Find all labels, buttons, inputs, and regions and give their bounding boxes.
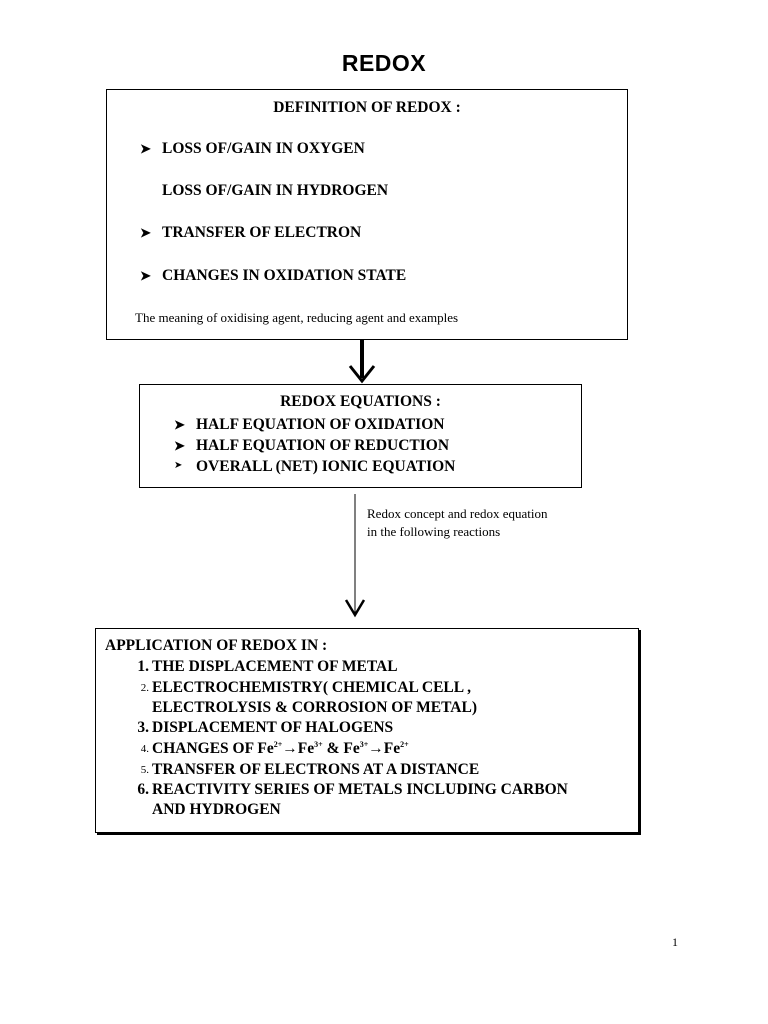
definition-item: LOSS OF/GAIN IN HYDROGEN (162, 182, 389, 199)
page-number: 1 (672, 935, 678, 949)
application-box (95, 628, 639, 833)
application-item: AND HYDROGEN (152, 801, 281, 818)
iron-prefix: CHANGES OF (152, 740, 258, 758)
connector-note-line: Redox concept and redox equation (367, 506, 548, 521)
arrowhead-bullet-icon: ➤ (140, 141, 151, 156)
iron-symbol: Fe (257, 740, 274, 758)
application-item: THE DISPLACEMENT OF METAL (152, 658, 398, 675)
arrowhead-bullet-icon: ➤ (140, 225, 151, 240)
definition-heading: DEFINITION OF REDOX : (273, 99, 461, 116)
definition-item: TRANSFER OF ELECTRON (162, 224, 362, 241)
arrowhead-bullet-icon: ➤ (174, 417, 185, 432)
right-arrow-icon: → (368, 740, 384, 758)
definition-note: The meaning of oxidising agent, reducing agent and examples (135, 310, 459, 325)
application-item: ELECTROLYSIS & CORROSION OF METAL) (152, 699, 477, 716)
definition-box (106, 89, 628, 340)
list-number: 2. (140, 682, 149, 694)
equation-item: OVERALL (NET) IONIC EQUATION (196, 458, 456, 475)
iron-charge: 3+ (314, 740, 323, 749)
right-arrow-icon: → (282, 740, 298, 758)
application-item: ELECTROCHEMISTRY( CHEMICAL CELL , (152, 679, 471, 696)
iron-charge: 2+ (400, 740, 409, 749)
ampersand: & (322, 740, 344, 758)
list-number: 5. (140, 764, 149, 776)
arrowhead-bullet-icon: ➤ (140, 268, 151, 283)
connector-note-line: in the following reactions (367, 524, 501, 539)
application-item-iron-ions (152, 740, 409, 758)
list-number: 4. (140, 743, 149, 755)
definition-item: LOSS OF/GAIN IN OXYGEN (162, 140, 365, 157)
iron-symbol: Fe (297, 740, 315, 758)
page-title: REDOX (341, 50, 427, 76)
equation-item: HALF EQUATION OF REDUCTION (196, 437, 450, 454)
down-arrow-icon (344, 340, 380, 384)
application-item: TRANSFER OF ELECTRONS AT A DISTANCE (152, 761, 480, 778)
equations-heading: REDOX EQUATIONS : (280, 393, 441, 410)
arrowhead-bullet-icon: ➤ (174, 460, 183, 471)
equation-item: HALF EQUATION OF OXIDATION (196, 416, 445, 433)
list-number: 6. (137, 781, 149, 798)
arrowhead-bullet-icon: ➤ (174, 438, 185, 453)
definition-item: CHANGES IN OXIDATION STATE (162, 267, 407, 284)
down-arrow-icon (340, 494, 370, 620)
iron-symbol: Fe (343, 740, 360, 758)
connector-note (367, 505, 548, 541)
application-heading: APPLICATION OF REDOX IN : (105, 637, 328, 654)
application-item: REACTIVITY SERIES OF METALS INCLUDING CARBON (152, 781, 568, 798)
iron-charge: 2+ (273, 740, 283, 749)
list-number: 1. (137, 658, 149, 675)
iron-charge: 3+ (359, 740, 369, 749)
iron-symbol: Fe (383, 740, 401, 758)
application-item: DISPLACEMENT OF HALOGENS (152, 719, 394, 736)
equations-box (139, 384, 582, 488)
list-number: 3. (137, 719, 149, 736)
